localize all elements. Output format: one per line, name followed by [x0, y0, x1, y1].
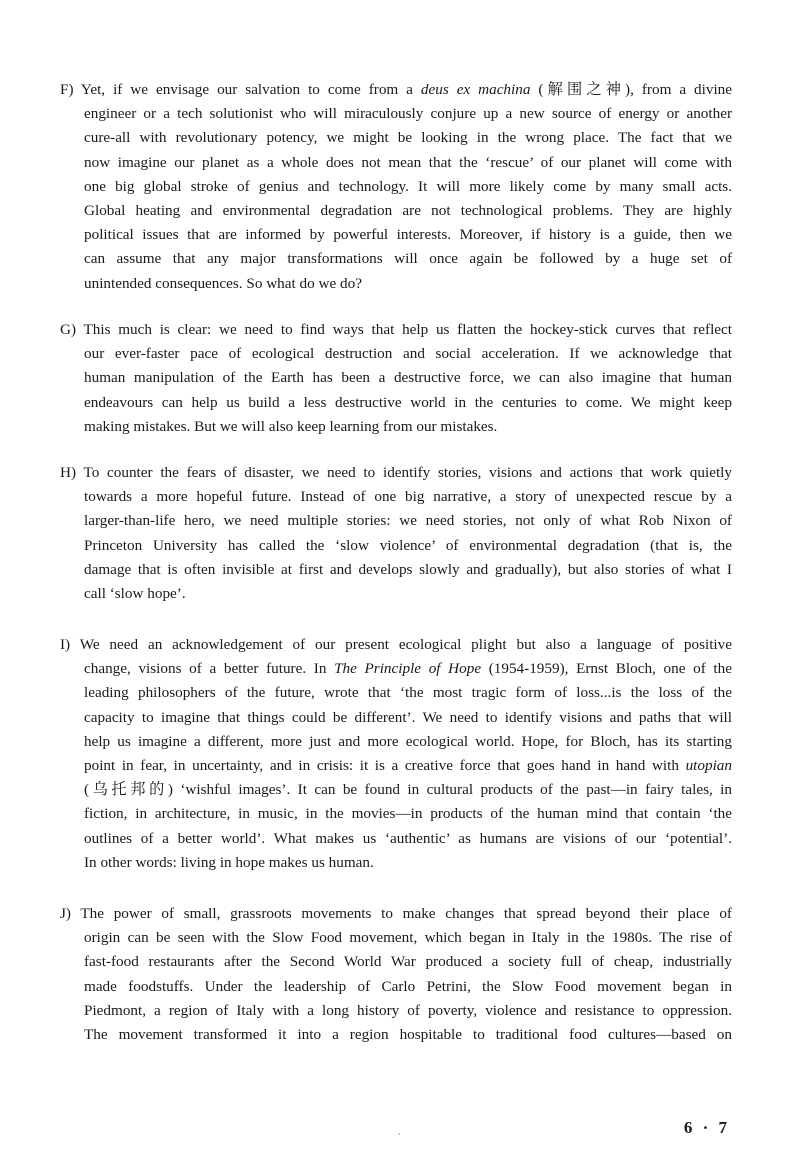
text-run: one big global stroke of genius and technology. It will more likely come by many small acts. [84, 177, 732, 195]
paragraph-h-line [60, 509, 732, 533]
paragraph-h [60, 461, 732, 606]
paragraph-j-line [60, 975, 732, 999]
text-run: damage that is often invisible at first and develops slowly and gradually), but also stories of what I [84, 560, 732, 578]
paragraph-g [60, 318, 732, 439]
italic-text-run: The Principle of Hope [334, 660, 482, 678]
paragraph-i-line [60, 681, 732, 705]
text-run: engineer or a tech solutionist who will miraculously conjure up a new source of energy or another [84, 105, 732, 123]
text-run: political issues that are informed by powerful interests. Moreover, if history is a guide, then we [84, 226, 732, 244]
text-run: (乌托邦的) ‘wishful images’. It can be found in cultural products of the past—in fairy tales, in [84, 781, 732, 799]
paragraph-f-line [60, 151, 732, 175]
text-run: made foodstuffs. Under the leadership of Carlo Petrini, the Slow Food movement began in [84, 977, 732, 995]
paragraph-j-line [60, 902, 732, 926]
paragraph-f-line [60, 78, 732, 102]
text-run: fiction, in architecture, in music, in the movies—in products of the human mind that contain ‘the [84, 805, 732, 823]
paragraph-f-line [60, 175, 732, 199]
text-run: outlines of a better world’. What makes us ‘authentic’ as humans are visions of our ‘potential’. [84, 829, 732, 847]
paragraph-j-line [60, 999, 732, 1023]
text-run: (解围之神), from a divine [530, 81, 733, 98]
paragraph-f-line [60, 126, 732, 150]
paragraph-f-line [60, 272, 732, 296]
paragraph-j [60, 902, 732, 1047]
italic-text-run: utopian [685, 757, 732, 775]
paragraph-h-line [60, 485, 732, 509]
text-run: Piedmont, a region of Italy with a long history of poverty, violence and resistance to oppression. [84, 1001, 732, 1019]
paragraph-i-line [60, 633, 732, 657]
text-run: making mistakes. But we will also keep learning from our mistakes. [84, 417, 498, 435]
paragraph-g-line [60, 415, 732, 439]
paragraph-i-line [60, 778, 732, 802]
text-run: F) Yet, if we envisage our salvation to come from a [60, 81, 421, 98]
paragraph-f-line [60, 199, 732, 223]
text-run: I) We need an acknowledgement of our present ecological plight but also a language of positive [60, 636, 732, 653]
text-run: larger-than-life hero, we need multiple stories: we need stories, not only of what Rob Nixon of [84, 512, 732, 530]
paragraph-i-line [60, 754, 732, 778]
paragraph-h-line [60, 558, 732, 582]
page-number: 6 · 7 [683, 1118, 730, 1137]
text-run: Princeton University has called the ‘slow violence’ of environmental degradation (that is, the [84, 536, 732, 554]
text-run: can assume that any major transformations will once again be followed by a huge set of [84, 250, 732, 268]
scan-speck [398, 1133, 400, 1135]
italic-text-run: deus ex machina [420, 81, 531, 98]
paragraph-i [60, 633, 732, 875]
text-run: J) The power of small, grassroots movements to make changes that spread beyond their place of [60, 905, 732, 922]
text-run: towards a more hopeful future. Instead of one big narrative, a story of unexpected rescue by a [84, 488, 732, 506]
paragraph-g-line [60, 342, 732, 366]
paragraph-g-line [60, 366, 732, 390]
text-run: now imagine our planet as a whole does not mean that the ‘rescue’ of our planet will come with [84, 153, 732, 171]
text-run: point in fear, in uncertainty, and in crisis: it is a creative force that goes hand in hand with [84, 757, 686, 775]
text-run: origin can be seen with the Slow Food movement, which began in Italy in the 1980s. The rise of [84, 929, 732, 947]
text-run: fast-food restaurants after the Second World War produced a society full of cheap, industrially [84, 953, 732, 971]
paragraph-j-line [60, 926, 732, 950]
paragraph-g-line [60, 318, 732, 342]
paragraph-h-line [60, 582, 732, 606]
paragraph-i-line [60, 730, 732, 754]
paragraph-f-line [60, 247, 732, 271]
text-run: (1954-1959), Ernst Bloch, one of the [481, 660, 732, 678]
paragraph-i-line [60, 657, 732, 681]
paragraph-f-line [60, 102, 732, 126]
text-run: capacity to imagine that things could be different’. We need to identify visions and paths that will [84, 708, 732, 726]
text-run: Global heating and environmental degradation are not technological problems. They are highly [84, 202, 732, 220]
text-run: call ‘slow hope’. [84, 585, 186, 603]
paragraph-h-line [60, 461, 732, 485]
text-run: leading philosophers of the future, wrote that ‘the most tragic form of loss...is the loss of the [84, 684, 732, 702]
text-run: endeavours can help us build a less destructive world in the centuries to come. We might keep [84, 393, 732, 411]
paragraph-g-line [60, 391, 732, 415]
text-run: H) To counter the fears of disaster, we need to identify stories, visions and actions that work quietly [60, 464, 732, 481]
text-run: human manipulation of the Earth has been a destructive force, we can also imagine that human [84, 369, 732, 387]
paragraph-f [60, 78, 732, 296]
text-run: The movement transformed it into a region hospitable to traditional food cultures—based on [84, 1026, 732, 1044]
text-run: our ever-faster pace of ecological destruction and social acceleration. If we acknowledge that [84, 345, 732, 363]
paragraph-j-line [60, 950, 732, 974]
paragraph-i-line [60, 706, 732, 730]
paragraph-i-line [60, 827, 732, 851]
text-run: unintended consequences. So what do we do? [84, 274, 362, 292]
paragraph-i-line [60, 802, 732, 826]
text-run: In other words: living in hope makes us human. [84, 853, 374, 871]
text-run: help us imagine a different, more just and more ecological world. Hope, for Bloch, has its starting [84, 732, 732, 750]
paragraph-j-line [60, 1023, 732, 1047]
text-run: change, visions of a better future. In [84, 660, 335, 678]
text-run: cure-all with revolutionary potency, we might be looking in the wrong place. The fact that we [84, 129, 732, 147]
paragraph-f-line [60, 223, 732, 247]
paragraph-i-line [60, 851, 732, 875]
text-run: G) This much is clear: we need to find ways that help us flatten the hockey-stick curves that reflect [60, 321, 732, 338]
paragraph-h-line [60, 534, 732, 558]
